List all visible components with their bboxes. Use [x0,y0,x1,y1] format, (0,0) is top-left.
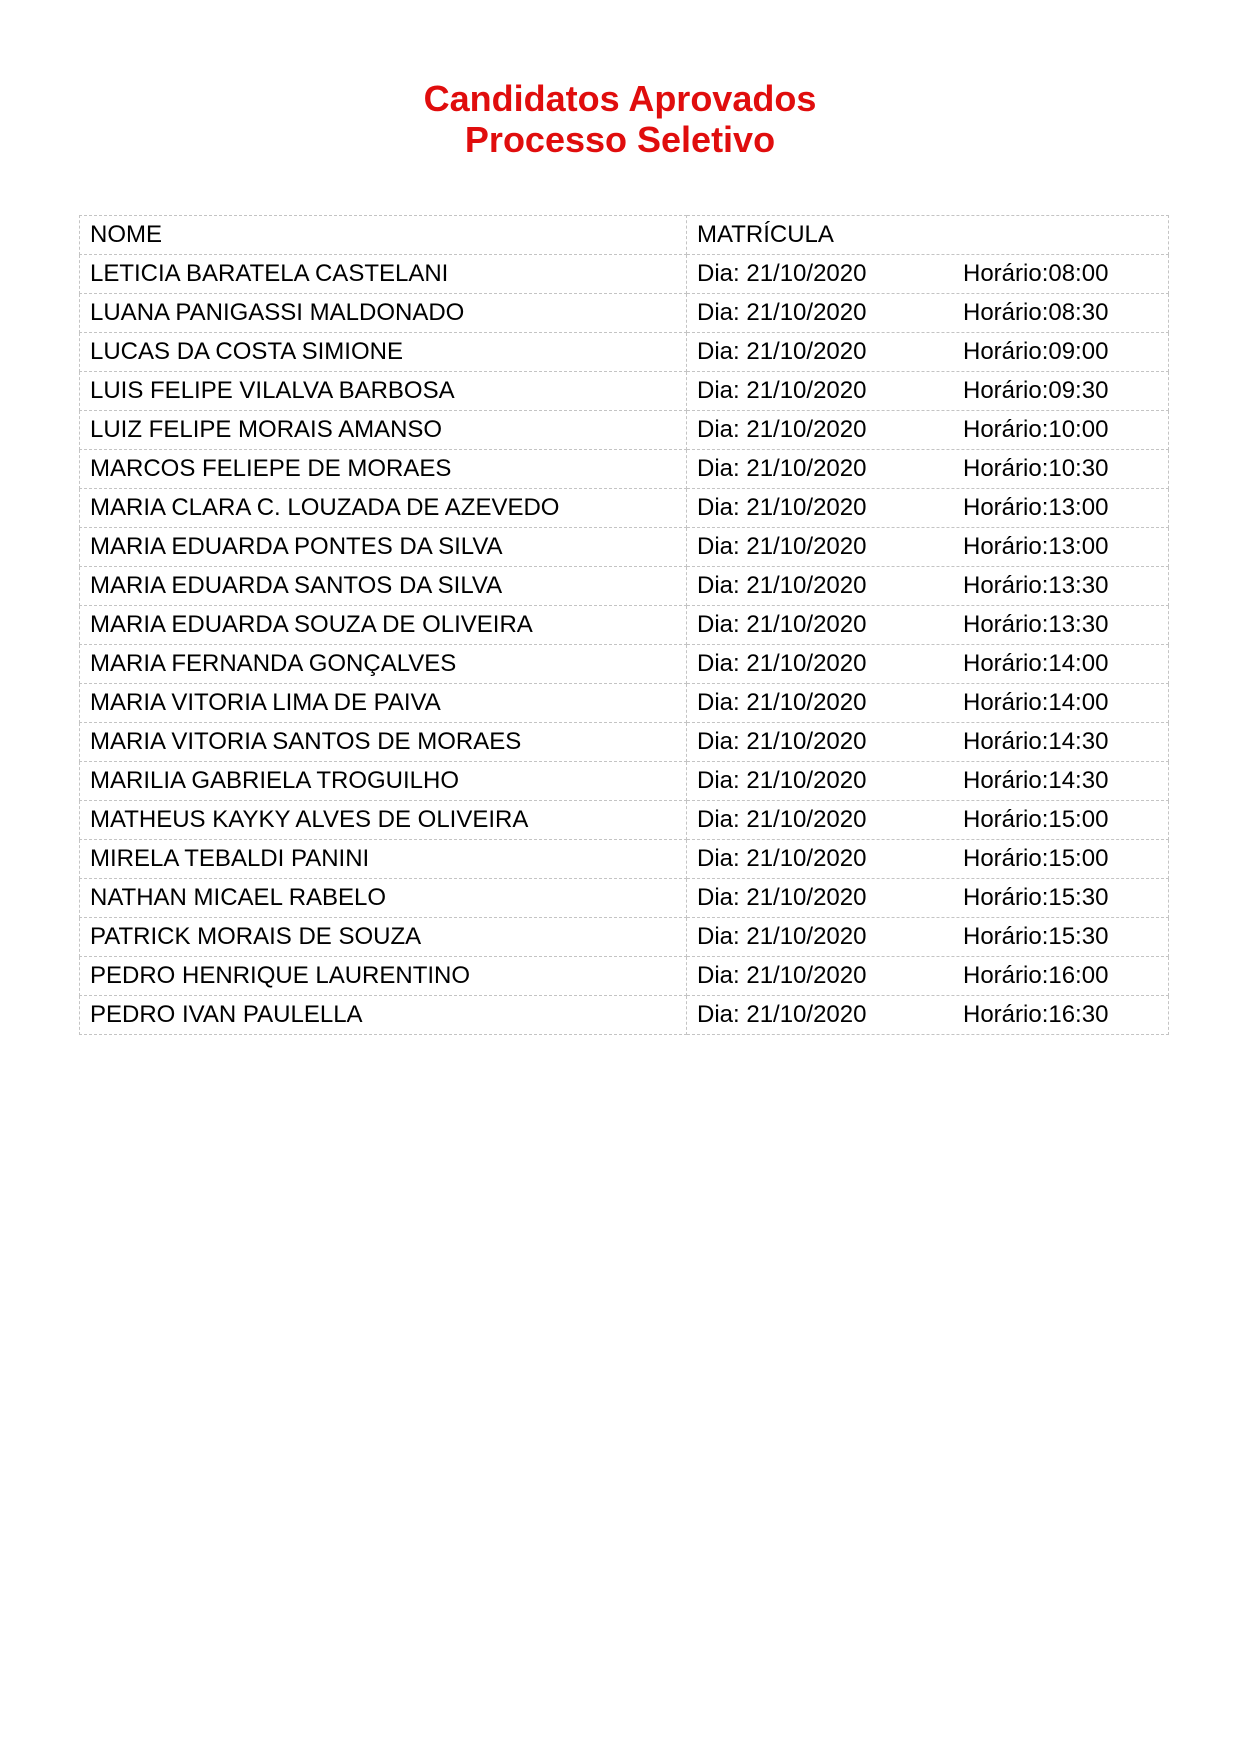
candidate-name: LUIZ FELIPE MORAIS AMANSO [80,411,687,450]
candidate-name: MARIA FERNANDA GONÇALVES [80,645,687,684]
enrollment-cell [687,879,1169,918]
table-row [80,996,1169,1035]
table-row [80,918,1169,957]
enrollment-day: Dia: 21/10/2020 [697,572,867,599]
enrollment-cell [687,801,1169,840]
table-row [80,411,1169,450]
enrollment-time: Horário:15:30 [963,923,1109,950]
enrollment-cell [687,645,1169,684]
enrollment-time: Horário:15:00 [963,806,1109,833]
enrollment-time: Horário:14:00 [963,689,1109,716]
table-row [80,762,1169,801]
candidate-name: MARIA EDUARDA SANTOS DA SILVA [80,567,687,606]
enrollment-time: Horário:10:00 [963,416,1109,443]
candidates-table-body [80,216,1169,1035]
document-title [0,78,1240,160]
enrollment-day: Dia: 21/10/2020 [697,611,867,638]
header-name: NOME [80,216,687,255]
table-row [80,372,1169,411]
title-line-1: Candidatos Aprovados [423,78,817,119]
enrollment-day: Dia: 21/10/2020 [697,494,867,521]
table-row [80,606,1169,645]
table-row [80,879,1169,918]
enrollment-cell [687,996,1169,1035]
table-row [80,489,1169,528]
enrollment-time: Horário:14:30 [963,728,1109,755]
enrollment-cell [687,255,1169,294]
enrollment-cell [687,489,1169,528]
table-header-row [80,216,1169,255]
candidate-name: LUIS FELIPE VILALVA BARBOSA [80,372,687,411]
enrollment-day: Dia: 21/10/2020 [697,884,867,911]
candidate-name: NATHAN MICAEL RABELO [80,879,687,918]
candidate-name: LETICIA BARATELA CASTELANI [80,255,687,294]
enrollment-cell [687,528,1169,567]
candidate-name: MIRELA TEBALDI PANINI [80,840,687,879]
enrollment-day: Dia: 21/10/2020 [697,299,867,326]
enrollment-time: Horário:15:30 [963,884,1109,911]
table-row [80,840,1169,879]
header-matricula: MATRÍCULA [687,216,1169,255]
candidate-name: PEDRO HENRIQUE LAURENTINO [80,957,687,996]
enrollment-time: Horário:16:30 [963,1001,1109,1028]
enrollment-time: Horário:15:00 [963,845,1109,872]
enrollment-day: Dia: 21/10/2020 [697,962,867,989]
table-row [80,801,1169,840]
candidate-name: PATRICK MORAIS DE SOUZA [80,918,687,957]
enrollment-day: Dia: 21/10/2020 [697,260,867,287]
table-row [80,333,1169,372]
enrollment-cell [687,606,1169,645]
enrollment-day: Dia: 21/10/2020 [697,455,867,482]
enrollment-time: Horário:13:30 [963,611,1109,638]
enrollment-day: Dia: 21/10/2020 [697,806,867,833]
candidate-name: PEDRO IVAN PAULELLA [80,996,687,1035]
enrollment-cell [687,372,1169,411]
enrollment-time: Horário:14:30 [963,767,1109,794]
enrollment-time: Horário:16:00 [963,962,1109,989]
enrollment-day: Dia: 21/10/2020 [697,845,867,872]
enrollment-cell [687,567,1169,606]
enrollment-cell [687,723,1169,762]
candidate-name: MARIA VITORIA LIMA DE PAIVA [80,684,687,723]
table-row [80,450,1169,489]
candidate-name: MARIA CLARA C. LOUZADA DE AZEVEDO [80,489,687,528]
table-row [80,723,1169,762]
enrollment-day: Dia: 21/10/2020 [697,689,867,716]
enrollment-cell [687,333,1169,372]
candidate-name: MARIA EDUARDA SOUZA DE OLIVEIRA [80,606,687,645]
enrollment-day: Dia: 21/10/2020 [697,338,867,365]
enrollment-time: Horário:09:00 [963,338,1109,365]
enrollment-time: Horário:13:30 [963,572,1109,599]
enrollment-time: Horário:08:00 [963,260,1109,287]
enrollment-time: Horário:08:30 [963,299,1109,326]
enrollment-day: Dia: 21/10/2020 [697,650,867,677]
enrollment-cell [687,411,1169,450]
enrollment-day: Dia: 21/10/2020 [697,923,867,950]
candidate-name: MARILIA GABRIELA TROGUILHO [80,762,687,801]
candidate-name: MARCOS FELIEPE DE MORAES [80,450,687,489]
title-line-2: Processo Seletivo [464,119,776,160]
enrollment-time: Horário:13:00 [963,494,1109,521]
candidate-name: MARIA EDUARDA PONTES DA SILVA [80,528,687,567]
table-row [80,255,1169,294]
candidates-table [79,215,1169,1035]
enrollment-cell [687,684,1169,723]
enrollment-day: Dia: 21/10/2020 [697,728,867,755]
candidate-name: LUANA PANIGASSI MALDONADO [80,294,687,333]
enrollment-day: Dia: 21/10/2020 [697,533,867,560]
candidate-name: MARIA VITORIA SANTOS DE MORAES [80,723,687,762]
enrollment-cell [687,762,1169,801]
table-row [80,957,1169,996]
table-row [80,294,1169,333]
table-row [80,528,1169,567]
enrollment-cell [687,918,1169,957]
table-row [80,684,1169,723]
enrollment-time: Horário:14:00 [963,650,1109,677]
enrollment-cell [687,840,1169,879]
table-row [80,645,1169,684]
enrollment-time: Horário:13:00 [963,533,1109,560]
enrollment-cell [687,957,1169,996]
candidate-name: MATHEUS KAYKY ALVES DE OLIVEIRA [80,801,687,840]
enrollment-day: Dia: 21/10/2020 [697,416,867,443]
table-row [80,567,1169,606]
enrollment-time: Horário:09:30 [963,377,1109,404]
enrollment-day: Dia: 21/10/2020 [697,1001,867,1028]
enrollment-day: Dia: 21/10/2020 [697,377,867,404]
enrollment-time: Horário:10:30 [963,455,1109,482]
candidate-name: LUCAS DA COSTA SIMIONE [80,333,687,372]
enrollment-cell [687,294,1169,333]
enrollment-cell [687,450,1169,489]
enrollment-day: Dia: 21/10/2020 [697,767,867,794]
